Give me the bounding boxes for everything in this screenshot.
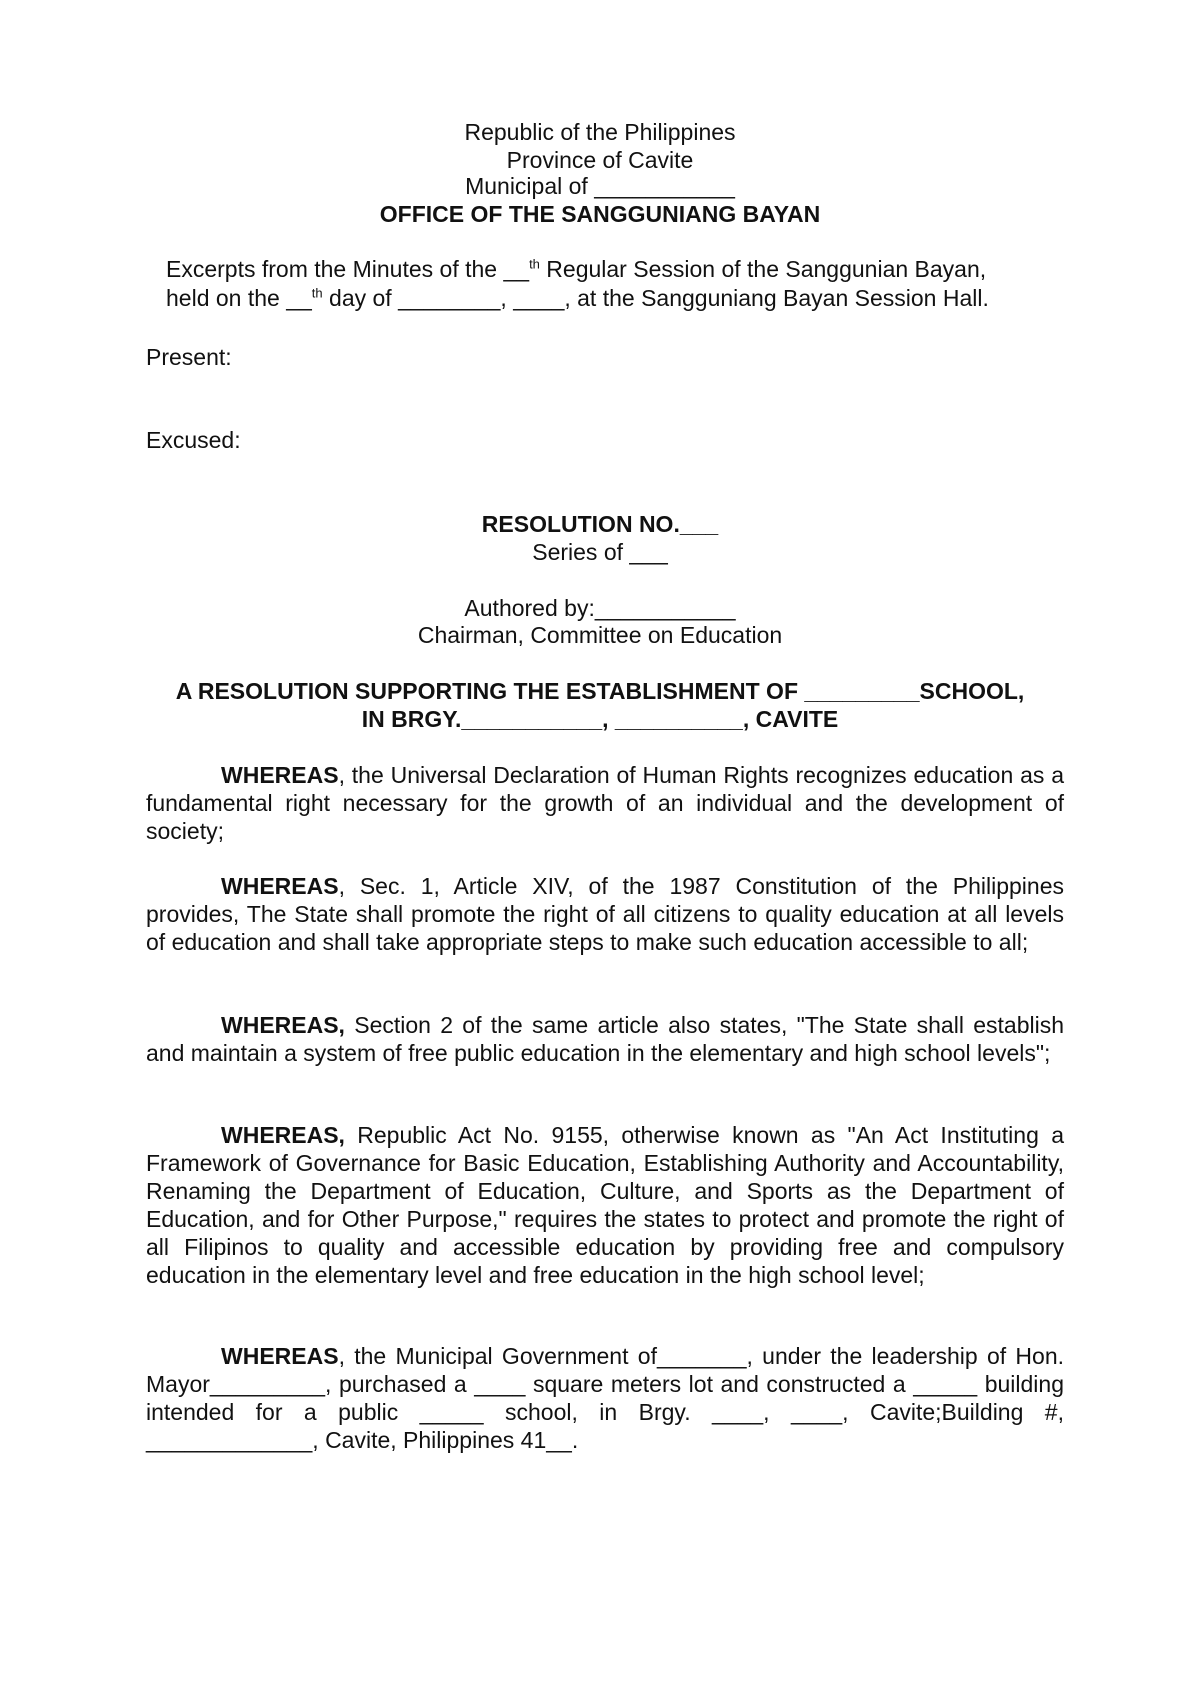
excerpt-line-2a: held on the __	[166, 285, 312, 311]
whereas-label-3: WHEREAS,	[221, 1012, 345, 1038]
whereas-label-4: WHEREAS,	[221, 1122, 345, 1148]
header-municipal: Municipal of ___________	[465, 173, 735, 199]
header-republic: Republic of the Philippines	[464, 119, 736, 145]
whereas-paragraph-5	[146, 1342, 1064, 1454]
whereas-label-5: WHEREAS	[221, 1343, 339, 1369]
excerpt-line-1-sup: th	[529, 256, 540, 272]
whereas-paragraph-3	[146, 1011, 1064, 1067]
excerpt-line-1	[166, 255, 986, 283]
whereas-text-1: , the Universal Declaration of Human Rights recognizes education as a fundamental right necessary for the growth of an individual and the development of society;	[146, 762, 1064, 844]
whereas-label-1: WHEREAS	[221, 762, 339, 788]
authored-by: Authored by:___________	[464, 595, 736, 621]
header-province: Province of Cavite	[506, 147, 694, 173]
excused-label: Excused:	[146, 427, 241, 453]
resolution-series: Series of ___	[532, 539, 668, 565]
excerpt-line-2b: day of ________, ____, at the Sangguniang Bayan Session Hall.	[322, 285, 989, 311]
present-label: Present:	[146, 344, 232, 370]
whereas-paragraph-1	[146, 761, 1064, 845]
excerpt-line-1b: Regular Session of the Sanggunian Bayan,	[539, 256, 987, 282]
resolution-title-line-1: A RESOLUTION SUPPORTING THE ESTABLISHMENT OF _________SCHOOL,	[175, 678, 1025, 704]
excerpt-line-2-sup: th	[311, 285, 323, 301]
resolution-title-line-2: IN BRGY.___________, __________, CAVITE	[361, 706, 839, 732]
whereas-paragraph-4	[146, 1121, 1064, 1289]
whereas-text-3: Section 2 of the same article also states, "The State shall establish and maintain a system of free public education in the elementary and high school levels";	[146, 1012, 1064, 1066]
whereas-label-2: WHEREAS	[221, 873, 339, 899]
excerpt-line-2	[166, 284, 989, 312]
resolution-number: RESOLUTION NO.___	[481, 511, 719, 537]
header-office: OFFICE OF THE SANGGUNIANG BAYAN	[379, 201, 821, 227]
author-chairman: Chairman, Committee on Education	[417, 622, 783, 648]
whereas-paragraph-2	[146, 872, 1064, 956]
whereas-text-5: , the Municipal Government of_______, under the leadership of Hon. Mayor_________, purchased a ____ square meters lot and constructed a _____ building intended for a public _____ school, in Brgy. ____, ____, Cavite;Building #, _____________, Cavite, Philippines 41__.	[146, 1343, 1064, 1453]
whereas-text-2: , Sec. 1, Article XIV, of the 1987 Constitution of the Philippines provides, The State shall promote the right of all citizens to quality education at all levels of education and shall take appropriate steps to make such education accessible to all;	[146, 873, 1064, 955]
excerpt-line-1a: Excerpts from the Minutes of the __	[166, 256, 530, 282]
whereas-text-4: Republic Act No. 9155, otherwise known as "An Act Instituting a Framework of Governance for Basic Education, Establishing Authority and Accountability, Renaming the Department of Education, Culture, and Sports as the Department of Education, and for Other Purpose," requires the states to protect and promote the right of all Filipinos to quality and accessible education by providing free and compulsory education in the elementary level and free education in the high school level;	[146, 1122, 1064, 1288]
